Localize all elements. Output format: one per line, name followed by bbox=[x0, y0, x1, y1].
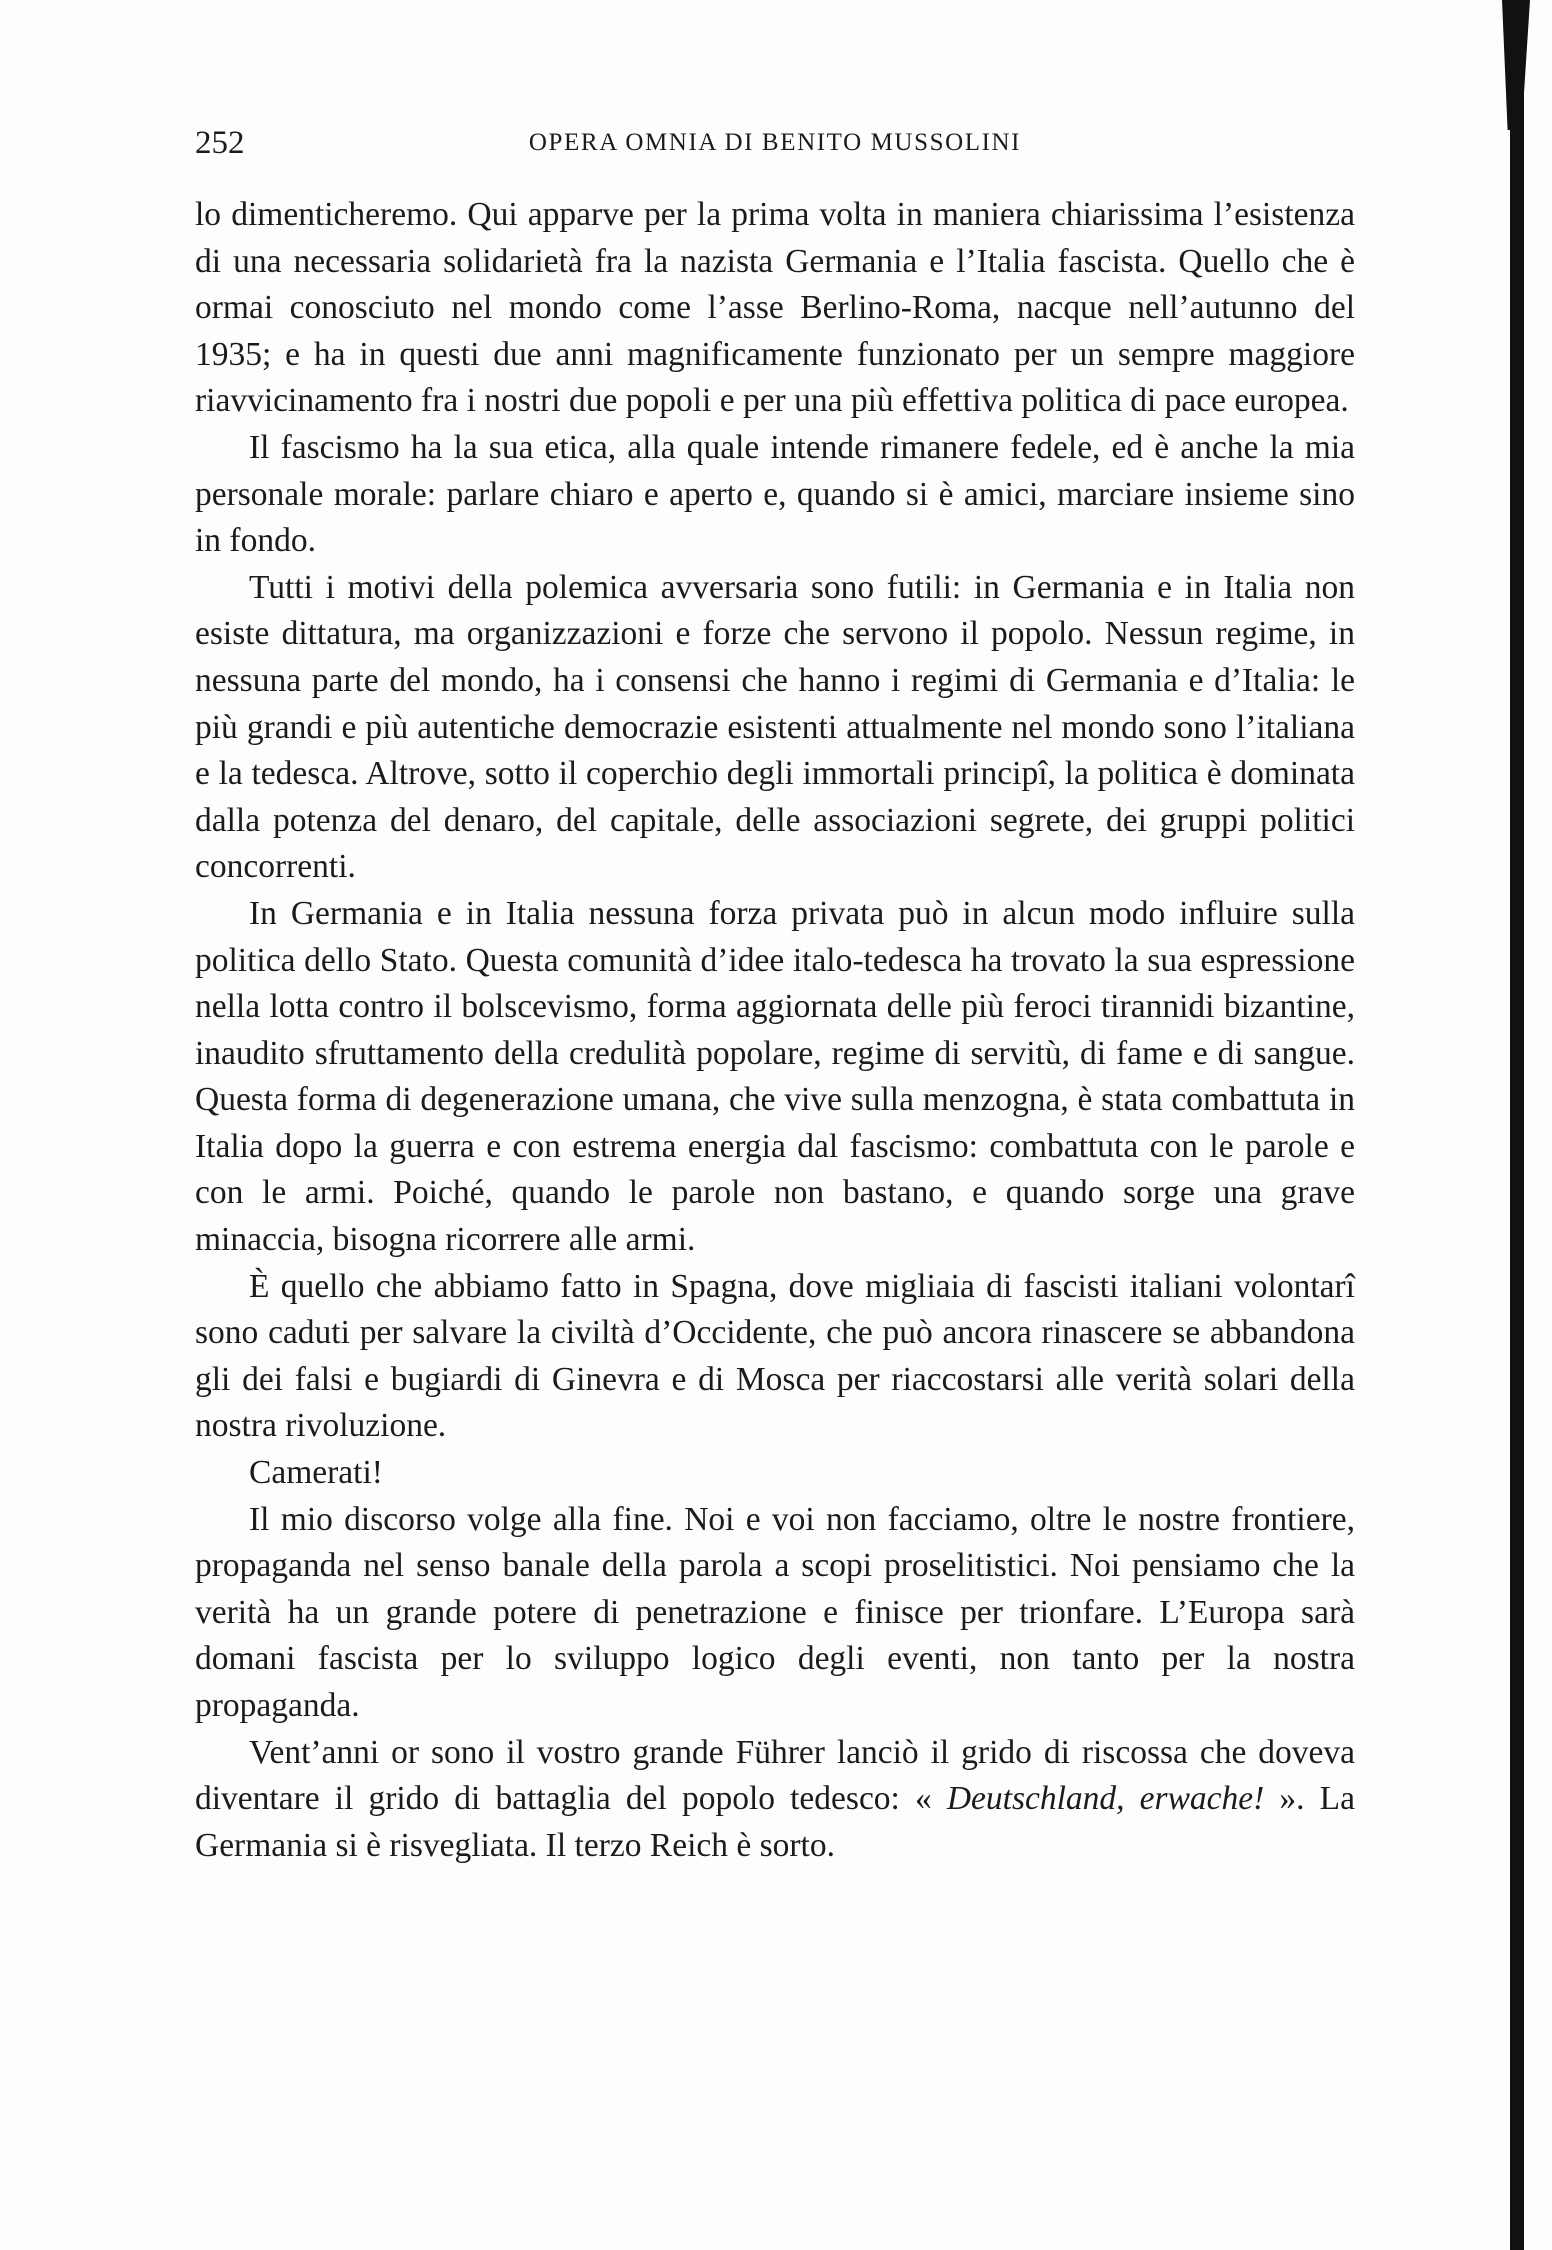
paragraph-text: ». La Germania si è risvegliata. Il terzo Reich è sorto. bbox=[195, 1780, 1355, 1864]
page-header bbox=[195, 118, 1355, 168]
book-spine-edge bbox=[1510, 0, 1524, 2250]
salutation: Camerati! bbox=[249, 1454, 383, 1492]
paragraph-final bbox=[195, 1730, 1355, 1870]
page-number: 252 bbox=[195, 125, 245, 161]
quoted-slogan: Deutschland, erwache! bbox=[946, 1780, 1265, 1818]
running-head: OPERA OMNIA DI BENITO MUSSOLINI bbox=[528, 129, 1022, 156]
paragraph: Il fascismo ha la sua etica, alla quale intende rimanere fedele, ed è anche la mia personale morale: parlare chiaro e aperto e, quando si è amici, marciare insieme sino in fondo. bbox=[195, 428, 1355, 560]
paragraph: È quello che abbiamo fatto in Spagna, dove migliaia di fascisti italiani volontarî sono caduti per salvare la civiltà d’Occidente, che può ancora rinascere se abbandona gli dei falsi e bugiardi di Ginevra e di Mosca per riaccostarsi alle verità solari della nostra rivoluzione. bbox=[195, 1267, 1355, 1445]
body-text bbox=[195, 192, 1355, 1869]
paragraph: Tutti i motivi della polemica avversaria sono futili: in Germania e in Italia non esiste dittatura, ma organizzazioni e forze che servono il popolo. Nessun regime, in nessuna parte del mondo, ha i consensi che hanno i regimi di Germania e d’Italia: le più grandi e più autentiche democrazie esistenti attualmente nel mondo sono l’italiana e la tedesca. Altrove, sotto il coperchio degli immortali principî, la politica è dominata dalla potenza del denaro, del capitale, delle associazioni segrete, dei gruppi politici concorrenti. bbox=[195, 568, 1355, 886]
paragraph: Il mio discorso volge alla fine. Noi e voi non facciamo, oltre le nostre frontiere, propaganda nel senso banale della parola a scopi proselitistici. Noi pensiamo che la verità ha un grande potere di penetrazione e finisce per trionfare. L’Europa sarà domani fascista per lo sviluppo logico degli eventi, non tanto per la nostra propaganda. bbox=[195, 1500, 1355, 1724]
paragraph: In Germania e in Italia nessuna forza privata può in alcun modo influire sulla politica dello Stato. Questa comunità d’idee italo-tedesca ha trovato la sua espressione nella lotta contro il bolscevismo, forma aggiornata delle più feroci tirannidi bizantine, inaudito sfruttamento della credulità popolare, regime di servitù, di fame e di sangue. Questa forma di degenerazione umana, che vive sulla menzogna, è stata combattuta in Italia dopo la guerra e con estrema energia dal fascismo: combattuta con le parole e con le armi. Poiché, quando le parole non bastano, e quando sorge una grave minaccia, bisogna ricorrere alle armi. bbox=[195, 894, 1355, 1259]
book-spine-edge-top bbox=[1502, 0, 1530, 130]
paragraph-text: Vent’anni or sono il vostro grande Führer lanciò il grido di riscossa che doveva diventare il grido di battaglia del popolo tedesco: « bbox=[195, 1733, 1355, 1818]
paragraph: lo dimenticheremo. Qui apparve per la prima volta in maniera chiarissima l’esistenza di una necessaria solidarietà fra la nazista Germania e l’Italia fascista. Quello che è ormai conosciuto nel mondo come l’asse Berlino-Roma, nacque nell’autunno del 1935; e ha in questi due anni magnificamente funzionato per un sempre maggiore riavvicinamento fra i nostri due popoli e per una più effettiva politica di pace europea. bbox=[195, 196, 1355, 420]
